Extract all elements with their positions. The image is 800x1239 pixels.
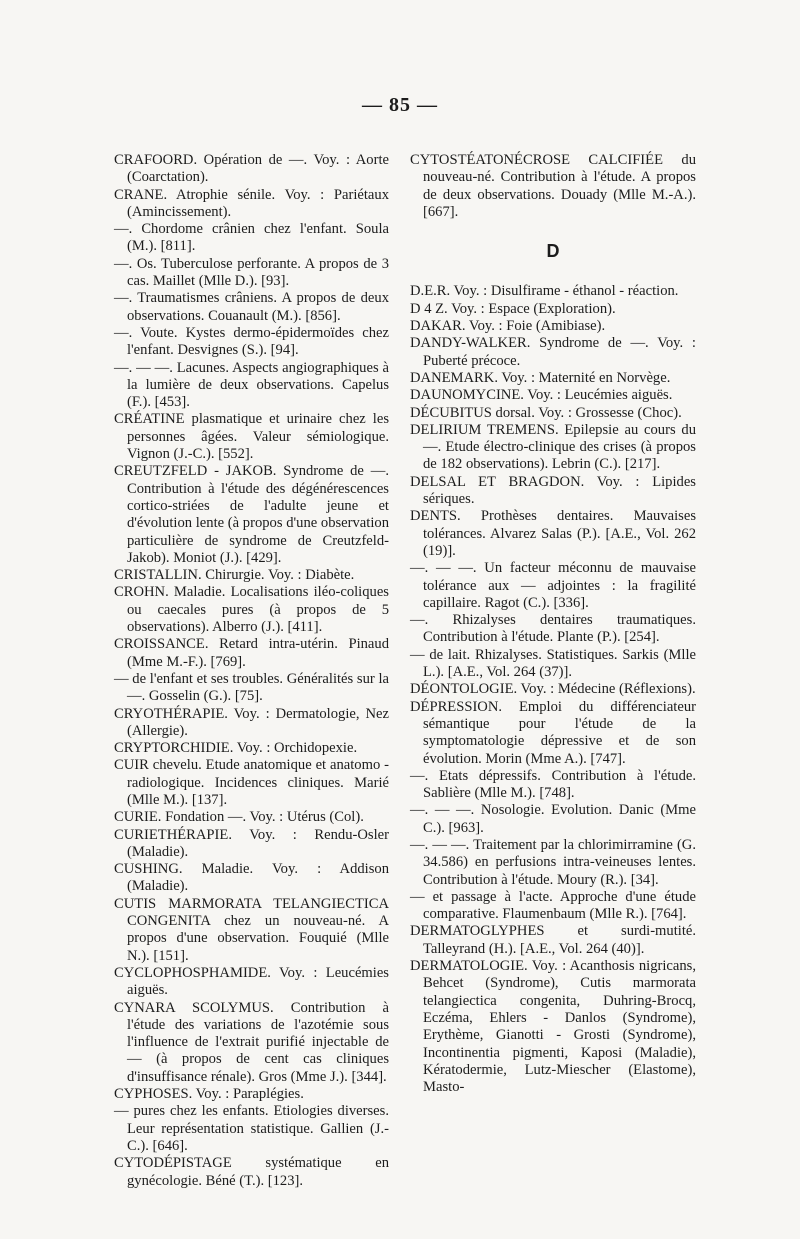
index-entry: CRANE. Atrophie sénile. Voy. : Pariétaux (Amincissement). bbox=[114, 186, 389, 220]
index-entry: DAKAR. Voy. : Foie (Amibiase). bbox=[410, 318, 606, 335]
index-entry: CROHN. Maladie. Localisations iléo-coliques ou caecales pures (à propos de 5 observations). Alberro (J.). [411]. bbox=[114, 584, 389, 636]
index-entry: CRISTALLIN. Chirurgie. Voy. : Diabète. bbox=[114, 567, 355, 584]
letter-heading: D bbox=[546, 241, 560, 262]
index-entry: CYPHOSES. Voy. : Paraplégies. bbox=[114, 1086, 304, 1103]
index-entry: DÉONTOLOGIE. Voy. : Médecine (Réflexions). bbox=[410, 681, 696, 698]
index-entry: D.E.R. Voy. : Disulfirame - éthanol - réaction. bbox=[410, 283, 679, 300]
index-entry: DANEMARK. Voy. : Maternité en Norvège. bbox=[410, 369, 671, 386]
index-entry: DELIRIUM TREMENS. Epilepsie au cours du —. Etude électro-clinique des crises (à propos de 182 observations). Lebrin (C.). [217]. bbox=[410, 421, 696, 473]
index-entry: DÉPRESSION. Emploi du différenciateur sémantique pour l'étude de la symptomatologie dépressive et de son évolution. Morin (Mme A.). [747]. bbox=[410, 698, 696, 767]
index-entry: DENTS. Prothèses dentaires. Mauvaises tolérances. Alvarez Salas (P.). [A.E., Vol. 262 (19)]. bbox=[410, 508, 696, 559]
index-entry: CUIR chevelu. Etude anatomique et anatomo - radiologique. Incidences cliniques. Marié (Mlle M.). [137]. bbox=[114, 757, 389, 808]
index-entry: D 4 Z. Voy. : Espace (Exploration). bbox=[410, 300, 616, 317]
index-column-left bbox=[114, 152, 389, 1190]
index-entry: —. Chordome crânien chez l'enfant. Soula (M.). [811]. bbox=[114, 221, 389, 255]
index-entry: CYCLOPHOSPHAMIDE. Voy. : Leucémies aiguës. bbox=[114, 964, 389, 999]
index-entry: DERMATOLOGIE. Voy. : Acanthosis nigricans, Behcet (Syndrome), Cutis marmorata telangiectica congenita, Duhring-Brocq, Eczéma, Ehlers - Danlos (Syndrome), Erythème, Gianotti - Grosti (Syndrome), Incontinentia pigmenti, Kaposi (Maladie), Kératodermie, Lutz-Miescher (Elastome), Masto- bbox=[410, 958, 696, 1096]
index-entry: CRYOTHÉRAPIE. Voy. : Dermatologie, Nez (Allergie). bbox=[114, 705, 389, 739]
index-entry: CROISSANCE. Retard intra-utérin. Pinaud (Mme M.-F.). [769]. bbox=[114, 636, 389, 670]
index-entry: DANDY-WALKER. Syndrome de —. Voy. : Puberté précoce. bbox=[410, 335, 696, 369]
index-entry: —. — —. Un facteur méconnu de mauvaise tolérance aux — adjointes : la fragilité capillaire. Ragot (C.). [336]. bbox=[410, 560, 696, 611]
index-entry: CREUTZFELD - JAKOB. Syndrome de —. Contribution à l'étude des dégénérescences cortico-striées de l'adulte jeune et d'évolution lente (à propos d'une observation particulière de syndrome de Creutzfeld-Jakob). Moniot (J.). [429]. bbox=[114, 463, 389, 566]
index-entry: CUTIS MARMORATA TELANGIECTICA CONGENITA chez un nouveau-né. A propos d'une observation. Fouquié (Mlle N.). [151]. bbox=[114, 895, 389, 964]
page-number: — 85 — bbox=[362, 94, 438, 116]
index-entry: —. Os. Tuberculose perforante. A propos de 3 cas. Maillet (Mlle D.). [93]. bbox=[114, 255, 389, 290]
index-entry: — de lait. Rhizalyses. Statistiques. Sarkis (Mlle L.). [A.E., Vol. 264 (37)]. bbox=[410, 646, 696, 681]
index-entry: DELSAL ET BRAGDON. Voy. : Lipides sériques. bbox=[410, 473, 696, 508]
index-entry: CRYPTORCHIDIE. Voy. : Orchidopexie. bbox=[114, 740, 358, 757]
index-entry: DÉCUBITUS dorsal. Voy. : Grossesse (Choc). bbox=[410, 404, 682, 421]
index-entry: CYTODÉPISTAGE systématique en gynécologie. Béné (T.). [123]. bbox=[114, 1155, 389, 1189]
index-entry: CYNARA SCOLYMUS. Contribution à l'étude des variations de l'azotémie sous l'influence de l'extrait purifié injectable de — (à propos de cent cas cliniques d'insuffisance rénale). Gros (Mme J.). [344]. bbox=[114, 999, 389, 1085]
index-entry: DERMATOGLYPHES et surdi-mutité. Talleyrand (H.). [A.E., Vol. 264 (40)]. bbox=[410, 923, 696, 957]
index-entry: CRÉATINE plasmatique et urinaire chez les personnes âgées. Valeur sémiologique. Vignon (J.-C.). [552]. bbox=[114, 411, 389, 463]
index-column-right bbox=[410, 152, 696, 1096]
index-entry: —. Voute. Kystes dermo-épidermoïdes chez l'enfant. Desvignes (S.). [94]. bbox=[114, 324, 389, 359]
index-entry: —. Rhizalyses dentaires traumatiques. Contribution à l'étude. Plante (P.). [254]. bbox=[410, 612, 696, 646]
index-entry: —. Traumatismes crâniens. A propos de deux observations. Couanault (M.). [856]. bbox=[114, 290, 389, 324]
index-entry: —. Etats dépressifs. Contribution à l'étude. Sablière (Mlle M.). [748]. bbox=[410, 767, 696, 802]
index-entry: CRAFOORD. Opération de —. Voy. : Aorte (Coarctation). bbox=[114, 152, 389, 186]
index-entry: — de l'enfant et ses troubles. Généralités sur la —. Gosselin (G.). [75]. bbox=[114, 670, 389, 705]
index-entry: CURIETHÉRAPIE. Voy. : Rendu-Osler (Maladie). bbox=[114, 826, 389, 860]
index-entry: —. — —. Lacunes. Aspects angiographiques à la lumière de deux observations. Capelus (F.). [453]. bbox=[114, 359, 389, 411]
index-entry: CYTOSTÉATONÉCROSE CALCIFIÉE du nouveau-né. Contribution à l'étude. A propos de deux observations. Douady (Mlle M.-A.). [667]. bbox=[410, 152, 696, 220]
index-entry: — et passage à l'acte. Approche d'une étude comparative. Flaumenbaum (Mlle R.). [764]. bbox=[410, 888, 696, 923]
index-entry: —. — —. Nosologie. Evolution. Danic (Mme C.). [963]. bbox=[410, 802, 696, 836]
index-entry: CUSHING. Maladie. Voy. : Addison (Maladie). bbox=[114, 861, 389, 895]
index-entry: — pures chez les enfants. Etiologies diverses. Leur représentation statistique. Gallien (J.-C.). [646]. bbox=[114, 1103, 389, 1154]
index-entry: CURIE. Fondation —. Voy. : Utérus (Col). bbox=[114, 809, 364, 826]
index-entry: —. — —. Traitement par la chlorimirramine (G. 34.586) en perfusions intra-veineuses lentes. Contribution à l'étude. Moury (R.). [34]. bbox=[410, 836, 696, 888]
index-entry: DAUNOMYCINE. Voy. : Leucémies aiguës. bbox=[410, 387, 673, 404]
